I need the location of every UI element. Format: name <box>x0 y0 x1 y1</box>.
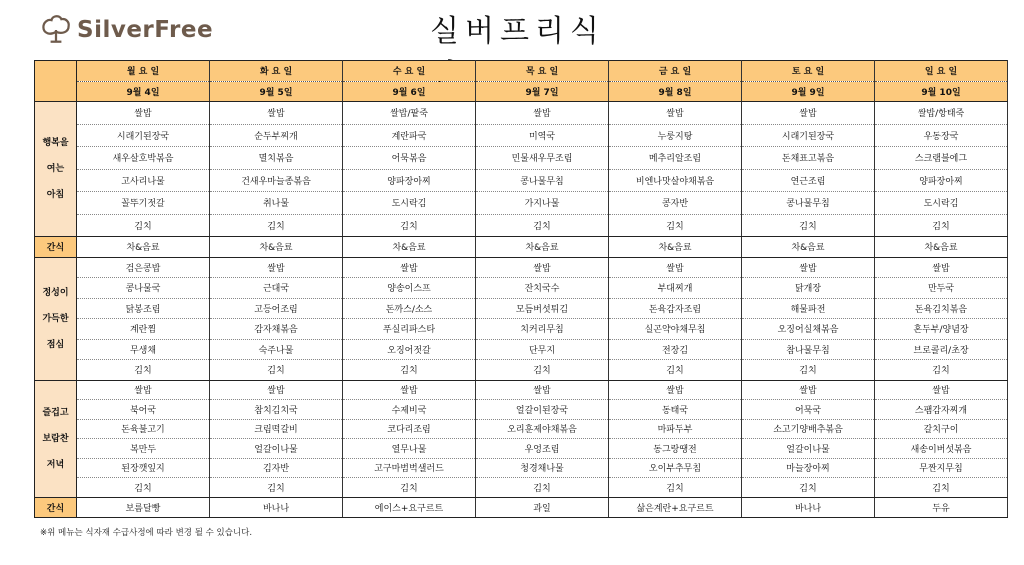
menu-item: 계란찜 <box>77 319 210 340</box>
menu-item: 검은콩밥 <box>77 257 210 278</box>
snack-item: 삶은계란+요구르트 <box>609 497 742 518</box>
menu-item: 새송이버섯볶음 <box>875 439 1008 459</box>
menu-item: 새우살호박볶음 <box>77 147 210 170</box>
breakfast-row <box>35 214 1008 237</box>
menu-item: 쌀밥 <box>476 102 609 125</box>
footnote: ※위 메뉴는 식자재 수급사정에 따라 변경 될 수 있습니다. <box>40 528 253 538</box>
breakfast-label-line: 아침 <box>46 190 65 200</box>
dinner-label-line: 저녁 <box>46 459 65 470</box>
menu-item: 오이부추무침 <box>609 458 742 478</box>
menu-item: 스크램블에그 <box>875 147 1008 170</box>
menu-item: 만두국 <box>875 278 1008 299</box>
day-name: 목 요 일 <box>476 61 609 82</box>
menu-item: 참나물무침 <box>742 339 875 360</box>
menu-item: 근대국 <box>210 278 343 299</box>
menu-item: 김치 <box>742 214 875 237</box>
snack-item: 차&음료 <box>609 237 742 258</box>
menu-item: 김치 <box>609 214 742 237</box>
snack1-row <box>35 237 1008 258</box>
menu-item: 쌀밥 <box>476 380 609 400</box>
day-name: 토 요 일 <box>742 61 875 82</box>
menu-item: 양파장아찌 <box>875 169 1008 192</box>
menu-item: 코다리조림 <box>343 419 476 439</box>
snack-item: 차&음료 <box>210 237 343 258</box>
menu-item: 청경채나물 <box>476 458 609 478</box>
menu-item: 김치 <box>77 214 210 237</box>
menu-item: 쌀밥 <box>609 257 742 278</box>
menu-item: 쌀밥 <box>476 257 609 278</box>
menu-item: 고구마범벅샐러드 <box>343 458 476 478</box>
lunch-row <box>35 278 1008 299</box>
day-date: 9월 9일 <box>742 81 875 102</box>
dinner-label <box>35 380 77 497</box>
snack-item: 차&음료 <box>742 237 875 258</box>
menu-item: 순두부찌개 <box>210 124 343 147</box>
day-name: 일 요 일 <box>875 61 1008 82</box>
menu-item: 도시락김 <box>343 192 476 215</box>
dinner-row <box>35 419 1008 439</box>
menu-item: 소고기양배추볶음 <box>742 419 875 439</box>
snack-item: 차&음료 <box>476 237 609 258</box>
menu-item: 콩나물국 <box>77 278 210 299</box>
menu-item: 우엉조림 <box>476 439 609 459</box>
menu-item: 메추리알조림 <box>609 147 742 170</box>
page-title: 실버프리식 <box>430 14 605 49</box>
menu-item: 단무지 <box>476 339 609 360</box>
menu-item: 김치 <box>343 214 476 237</box>
snack-item: 보름달빵 <box>77 497 210 518</box>
menu-item: 양파장아찌 <box>343 169 476 192</box>
menu-item: 수제비국 <box>343 400 476 420</box>
snack-item: 차&음료 <box>77 237 210 258</box>
menu-item: 브로콜리/초장 <box>875 339 1008 360</box>
menu-item: 김치 <box>77 360 210 381</box>
brand-logo <box>38 10 213 50</box>
menu-item: 콩나물무침 <box>476 169 609 192</box>
menu-item: 스팸감자찌개 <box>875 400 1008 420</box>
menu-item: 실곤약야채무침 <box>609 319 742 340</box>
menu-item: 연근조림 <box>742 169 875 192</box>
menu-item: 김치 <box>476 214 609 237</box>
menu-item: 쌀밥 <box>77 102 210 125</box>
menu-item: 우동장국 <box>875 124 1008 147</box>
menu-item: 쌀밥 <box>343 380 476 400</box>
day-date: 9월 6일 <box>343 81 476 102</box>
menu-item: 쌀밥 <box>77 380 210 400</box>
menu-item: 누룽지탕 <box>609 124 742 147</box>
menu-item: 취나물 <box>210 192 343 215</box>
menu-item: 감자채볶음 <box>210 319 343 340</box>
menu-item: 해물파전 <box>742 298 875 319</box>
menu-item: 돈육감자조림 <box>609 298 742 319</box>
menu-item: 멸치볶음 <box>210 147 343 170</box>
dinner-row <box>35 478 1008 498</box>
snack2-row <box>35 497 1008 518</box>
weekly-menu-table <box>34 60 1008 518</box>
menu-item: 푸실리파스타 <box>343 319 476 340</box>
menu-item: 김치 <box>742 478 875 498</box>
breakfast-label-line: 여는 <box>46 164 65 174</box>
day-date: 9월 10일 <box>875 81 1008 102</box>
menu-item: 김치 <box>77 478 210 498</box>
lunch-label-line: 정성이 <box>42 287 69 298</box>
menu-item: 쌀밥 <box>210 380 343 400</box>
menu-item: 김치 <box>210 360 343 381</box>
menu-item: 쌀밥 <box>875 380 1008 400</box>
menu-item: 크림떡갈비 <box>210 419 343 439</box>
day-date: 9월 7일 <box>476 81 609 102</box>
menu-item: 오리훈제야채볶음 <box>476 419 609 439</box>
menu-item: 무짠지무침 <box>875 458 1008 478</box>
menu-item: 쌀밥 <box>343 257 476 278</box>
dinner-label-line: 즐겁고 <box>42 407 69 418</box>
menu-item: 김자반 <box>210 458 343 478</box>
brand-name: SilverFree <box>77 17 214 43</box>
dinner-label-line: 보람찬 <box>42 433 69 444</box>
dinner-row <box>35 439 1008 459</box>
menu-item: 얼갈이나물 <box>210 439 343 459</box>
menu-item: 김치 <box>875 478 1008 498</box>
dinner-row <box>35 380 1008 400</box>
menu-item: 고등어조림 <box>210 298 343 319</box>
menu-item: 무생채 <box>77 339 210 360</box>
menu-item: 혼두부/양념장 <box>875 319 1008 340</box>
menu-item: 동태국 <box>609 400 742 420</box>
menu-item: 고사리나물 <box>77 169 210 192</box>
breakfast-label <box>35 102 77 237</box>
menu-item: 김치 <box>875 360 1008 381</box>
menu-item: 얼갈이나물 <box>742 439 875 459</box>
menu-item: 닭개장 <box>742 278 875 299</box>
menu-item: 모듬버섯튀김 <box>476 298 609 319</box>
menu-item: 김치 <box>476 360 609 381</box>
menu-item: 마늘장아찌 <box>742 458 875 478</box>
menu-item: 김치 <box>343 478 476 498</box>
lunch-label-line: 가득한 <box>42 313 69 324</box>
menu-item: 열무나물 <box>343 439 476 459</box>
menu-item: 김치 <box>609 478 742 498</box>
day-name: 수 요 일 <box>343 61 476 82</box>
menu-item: 참치김치국 <box>210 400 343 420</box>
menu-item: 돈까스/소스 <box>343 298 476 319</box>
menu-item: 된장깻잎지 <box>77 458 210 478</box>
dinner-row <box>35 400 1008 420</box>
lunch-row <box>35 319 1008 340</box>
snack-label: 간식 <box>35 237 77 258</box>
header-corner <box>35 61 77 102</box>
menu-item: 김치 <box>875 214 1008 237</box>
menu-item: 비엔나맛살야채볶음 <box>609 169 742 192</box>
breakfast-row <box>35 192 1008 215</box>
snack-item: 두유 <box>875 497 1008 518</box>
menu-item: 치커리무침 <box>476 319 609 340</box>
breakfast-row <box>35 147 1008 170</box>
menu-item: 건새우마늘종볶음 <box>210 169 343 192</box>
lunch-row <box>35 257 1008 278</box>
breakfast-row <box>35 169 1008 192</box>
menu-item: 꼴뚜기젓갈 <box>77 192 210 215</box>
day-name: 금 요 일 <box>609 61 742 82</box>
snack-item: 과일 <box>476 497 609 518</box>
menu-item: 어묵볶음 <box>343 147 476 170</box>
menu-item: 쌀밥/팥죽 <box>343 102 476 125</box>
header-day-row <box>35 61 1008 82</box>
menu-item: 민물새우무조림 <box>476 147 609 170</box>
menu-item: 닭봉조림 <box>77 298 210 319</box>
menu-item: 갈치구이 <box>875 419 1008 439</box>
day-date: 9월 4일 <box>77 81 210 102</box>
snack-item: 에이스+요구르트 <box>343 497 476 518</box>
menu-item: 돈육김치볶음 <box>875 298 1008 319</box>
menu-item: 어묵국 <box>742 400 875 420</box>
menu-item: 얼갈이된장국 <box>476 400 609 420</box>
menu-item: 쌀밥 <box>210 102 343 125</box>
menu-item: 시래기된장국 <box>77 124 210 147</box>
menu-item: 김치 <box>609 360 742 381</box>
menu-item: 쌀밥 <box>742 257 875 278</box>
menu-item: 쌀밥 <box>742 380 875 400</box>
menu-item: 양송이스프 <box>343 278 476 299</box>
header-date-row <box>35 81 1008 102</box>
menu-item: 숙주나물 <box>210 339 343 360</box>
day-date: 9월 8일 <box>609 81 742 102</box>
day-name: 화 요 일 <box>210 61 343 82</box>
menu-item: 전장김 <box>609 339 742 360</box>
menu-item: 도시락김 <box>875 192 1008 215</box>
menu-item: 쌀밥/항태죽 <box>875 102 1008 125</box>
menu-item: 미역국 <box>476 124 609 147</box>
snack-item: 바나나 <box>210 497 343 518</box>
menu-item: 시래기된장국 <box>742 124 875 147</box>
menu-item: 오징어실채볶음 <box>742 319 875 340</box>
menu-item: 오징어젓갈 <box>343 339 476 360</box>
menu-item: 복만두 <box>77 439 210 459</box>
menu-item: 콩나물무침 <box>742 192 875 215</box>
snack-item: 차&음료 <box>875 237 1008 258</box>
menu-item: 부대찌개 <box>609 278 742 299</box>
menu-item: 김치 <box>343 360 476 381</box>
menu-item: 잔치국수 <box>476 278 609 299</box>
lunch-row <box>35 360 1008 381</box>
lunch-label <box>35 257 77 380</box>
snack-label: 간식 <box>35 497 77 518</box>
tree-icon <box>38 12 74 48</box>
day-name: 월 요 일 <box>77 61 210 82</box>
lunch-label-line: 점심 <box>46 339 65 350</box>
menu-item: 마파두부 <box>609 419 742 439</box>
menu-item: 쌀밥 <box>609 380 742 400</box>
menu-item: 콩자반 <box>609 192 742 215</box>
dinner-row <box>35 458 1008 478</box>
menu-item: 쌀밥 <box>742 102 875 125</box>
menu-item: 김치 <box>742 360 875 381</box>
menu-item: 쌀밥 <box>609 102 742 125</box>
lunch-row <box>35 298 1008 319</box>
menu-item: 김치 <box>210 478 343 498</box>
breakfast-row <box>35 124 1008 147</box>
menu-item: 가지나물 <box>476 192 609 215</box>
menu-item: 북어국 <box>77 400 210 420</box>
snack-item: 차&음료 <box>343 237 476 258</box>
lunch-row <box>35 339 1008 360</box>
menu-item: 계란파국 <box>343 124 476 147</box>
menu-item: 쌀밥 <box>875 257 1008 278</box>
breakfast-row <box>35 102 1008 125</box>
menu-item: 김치 <box>476 478 609 498</box>
menu-item: 동그랑땡전 <box>609 439 742 459</box>
day-date: 9월 5일 <box>210 81 343 102</box>
snack-item: 바나나 <box>742 497 875 518</box>
menu-item: 쌀밥 <box>210 257 343 278</box>
menu-item: 김치 <box>210 214 343 237</box>
menu-item: 돈육불고기 <box>77 419 210 439</box>
breakfast-label-line: 행복을 <box>42 138 69 148</box>
menu-item: 돈채표고볶음 <box>742 147 875 170</box>
